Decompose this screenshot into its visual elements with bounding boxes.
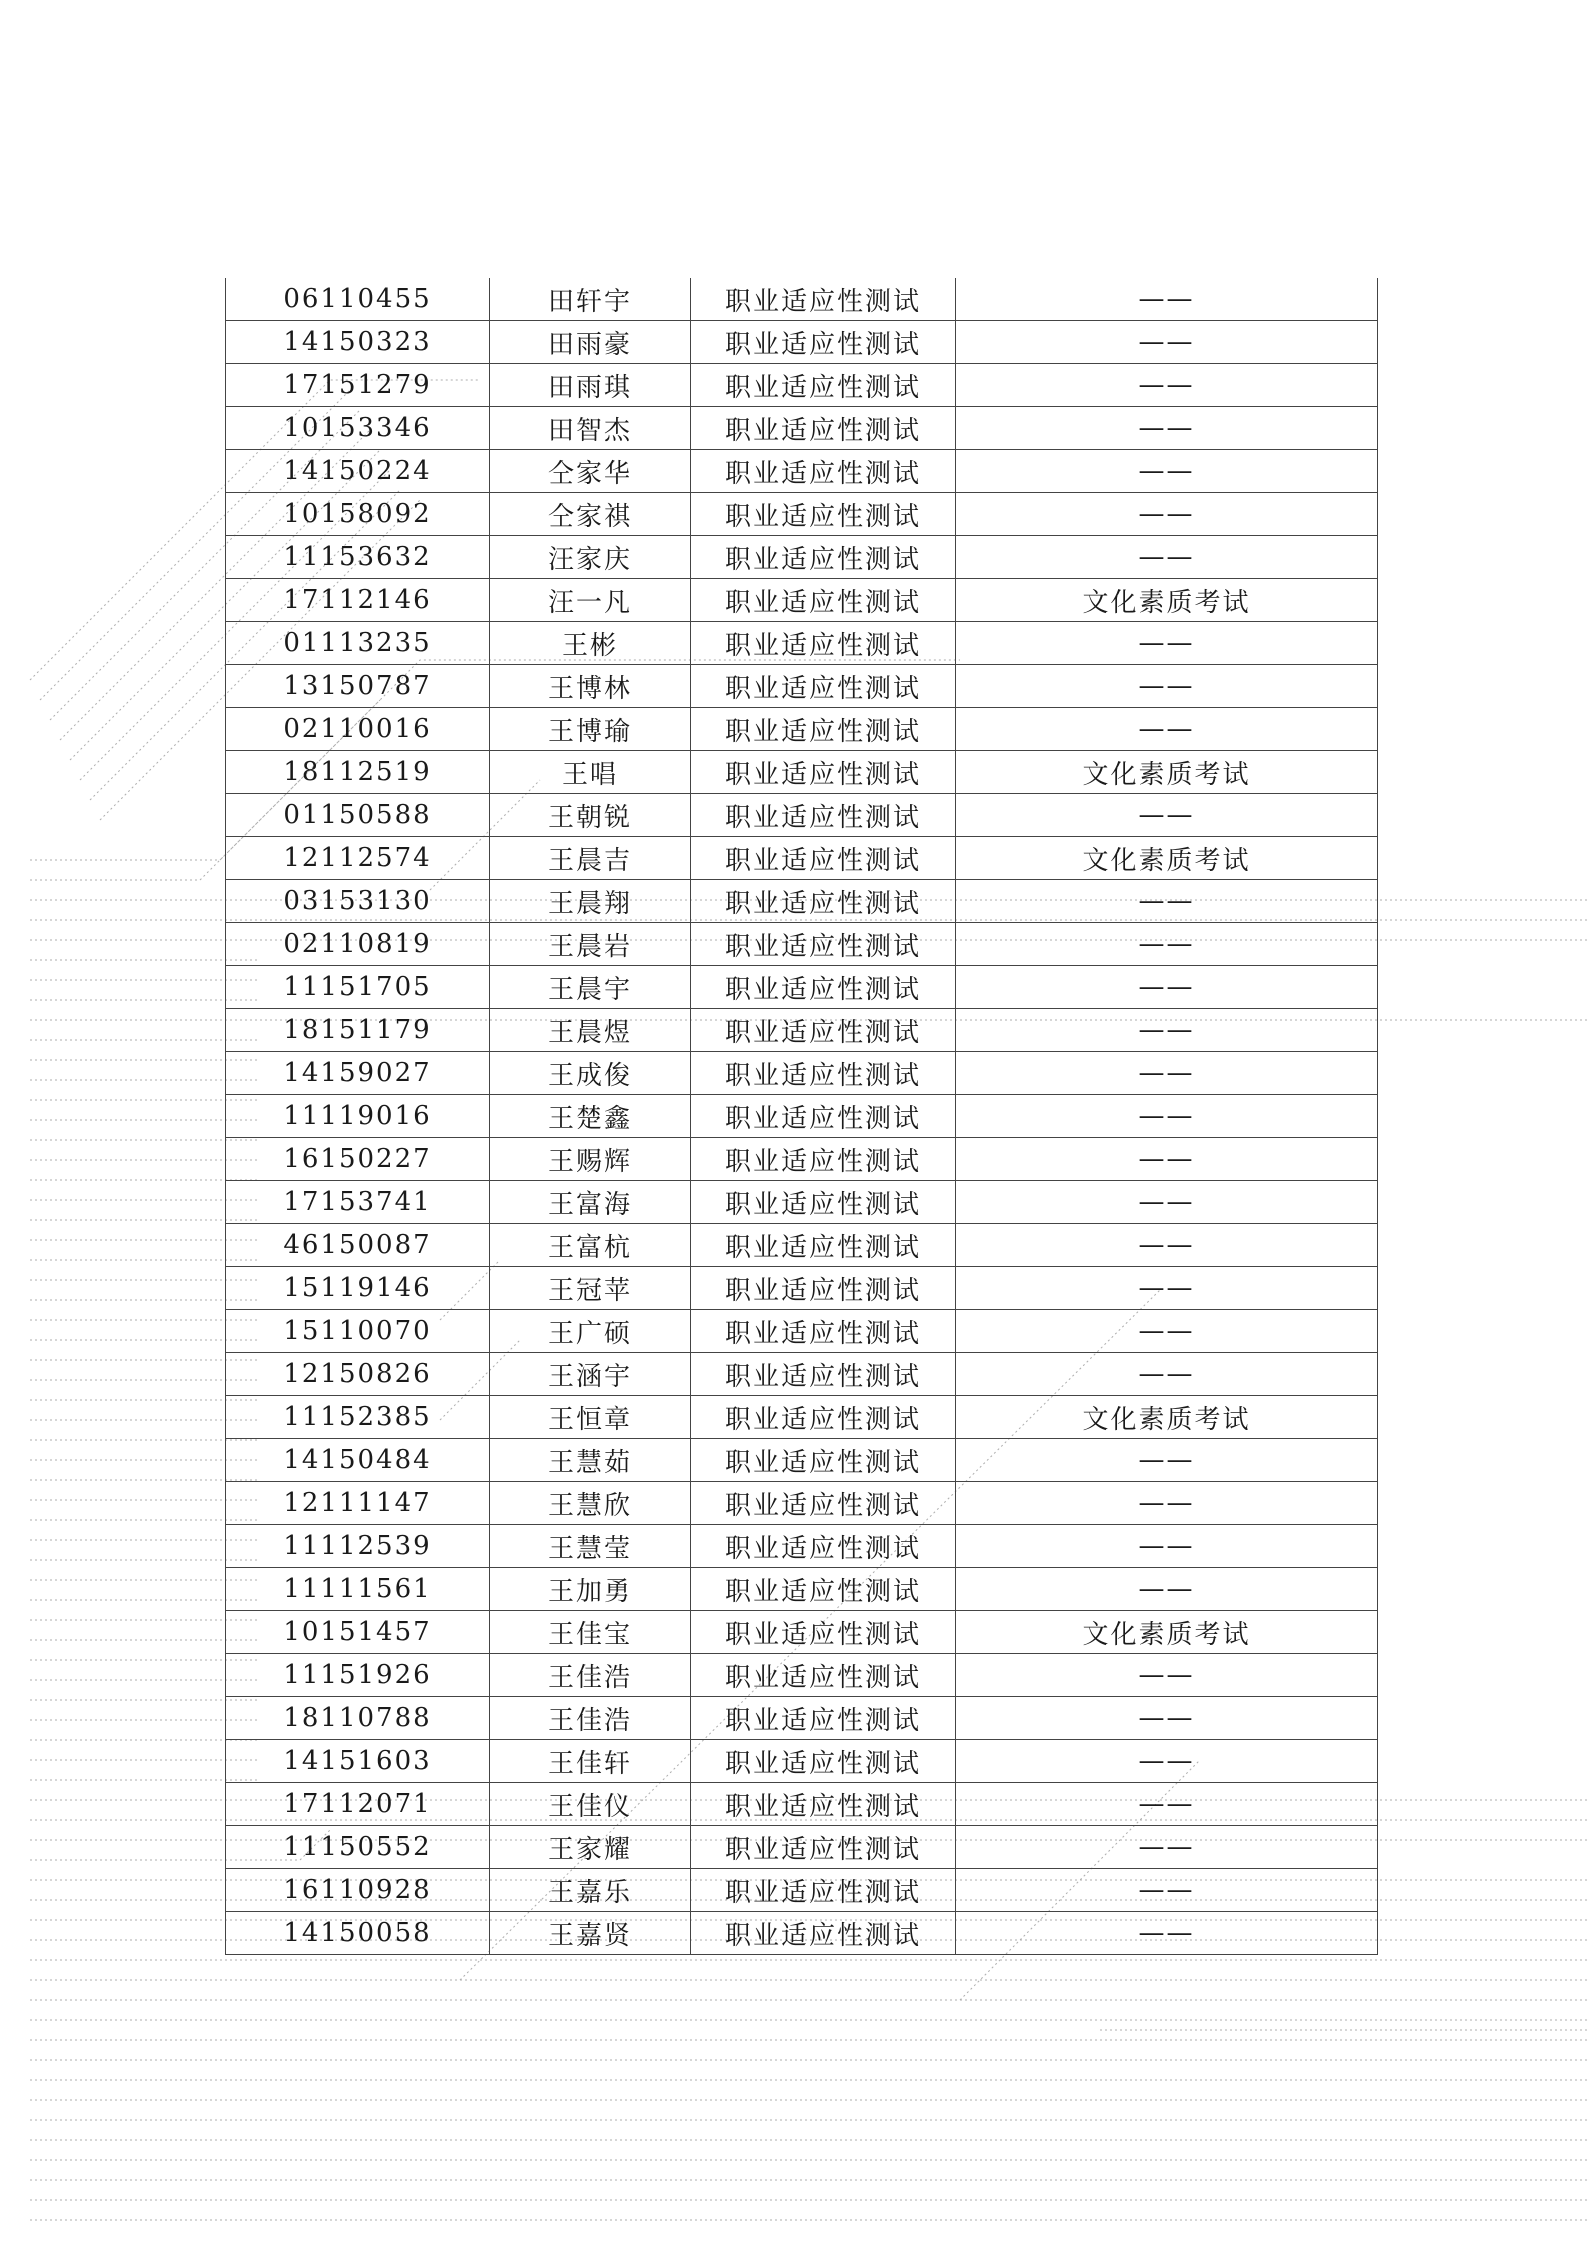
candidate-name-cell: 汪一凡 — [490, 579, 691, 622]
table-row — [226, 450, 1378, 493]
exam-type-cell: 职业适应性测试 — [691, 321, 956, 364]
candidate-id-cell: 17112146 — [226, 579, 490, 622]
exam-type-cell: 职业适应性测试 — [691, 880, 956, 923]
exam-type-cell: 职业适应性测试 — [691, 966, 956, 1009]
candidate-id-cell: 14151603 — [226, 1740, 490, 1783]
additional-exam-cell: —— — [956, 1353, 1378, 1396]
exam-type-cell: 职业适应性测试 — [691, 1052, 956, 1095]
candidate-id-cell: 06110455 — [226, 278, 490, 321]
candidate-id-cell: 02110819 — [226, 923, 490, 966]
table-row — [226, 1482, 1378, 1525]
additional-exam-cell: —— — [956, 1482, 1378, 1525]
additional-exam-cell: —— — [956, 1181, 1378, 1224]
additional-exam-cell: —— — [956, 364, 1378, 407]
exam-type-cell: 职业适应性测试 — [691, 1912, 956, 1955]
exam-type-cell: 职业适应性测试 — [691, 1353, 956, 1396]
additional-exam-cell: —— — [956, 1912, 1378, 1955]
exam-type-cell: 职业适应性测试 — [691, 1482, 956, 1525]
table-row — [226, 1138, 1378, 1181]
table-row — [226, 1568, 1378, 1611]
table-row — [226, 1783, 1378, 1826]
table-row — [226, 1267, 1378, 1310]
candidate-name-cell: 王唱 — [490, 751, 691, 794]
candidate-name-cell: 田轩宇 — [490, 278, 691, 321]
table-row — [226, 1353, 1378, 1396]
additional-exam-cell: —— — [956, 1267, 1378, 1310]
table-row — [226, 536, 1378, 579]
table-row — [226, 579, 1378, 622]
candidate-name-cell: 王富海 — [490, 1181, 691, 1224]
exam-type-cell: 职业适应性测试 — [691, 407, 956, 450]
candidate-name-cell: 王佳宝 — [490, 1611, 691, 1654]
candidate-name-cell: 王朝锐 — [490, 794, 691, 837]
table-row — [226, 1654, 1378, 1697]
table-row — [226, 751, 1378, 794]
candidate-id-cell: 18112519 — [226, 751, 490, 794]
exam-type-cell: 职业适应性测试 — [691, 837, 956, 880]
table-row — [226, 1052, 1378, 1095]
table-row — [226, 1525, 1378, 1568]
candidate-name-cell: 王嘉乐 — [490, 1869, 691, 1912]
candidate-id-cell: 03153130 — [226, 880, 490, 923]
additional-exam-cell: —— — [956, 536, 1378, 579]
candidate-name-cell: 王慧欣 — [490, 1482, 691, 1525]
candidate-name-cell: 王博瑜 — [490, 708, 691, 751]
candidate-name-cell: 汪家庆 — [490, 536, 691, 579]
candidate-id-cell: 11152385 — [226, 1396, 490, 1439]
candidate-id-cell: 02110016 — [226, 708, 490, 751]
exam-type-cell: 职业适应性测试 — [691, 1267, 956, 1310]
table-row — [226, 1310, 1378, 1353]
candidate-name-cell: 王恒章 — [490, 1396, 691, 1439]
additional-exam-cell: —— — [956, 1224, 1378, 1267]
table-row — [226, 1611, 1378, 1654]
exam-type-cell: 职业适应性测试 — [691, 1138, 956, 1181]
candidate-id-cell: 11111561 — [226, 1568, 490, 1611]
table-row — [226, 1224, 1378, 1267]
exam-type-cell: 职业适应性测试 — [691, 1697, 956, 1740]
additional-exam-cell: 文化素质考试 — [956, 1396, 1378, 1439]
candidate-id-cell: 11150552 — [226, 1826, 490, 1869]
candidate-name-cell: 王彬 — [490, 622, 691, 665]
additional-exam-cell: —— — [956, 1095, 1378, 1138]
candidate-id-cell: 18151179 — [226, 1009, 490, 1052]
exam-type-cell: 职业适应性测试 — [691, 1654, 956, 1697]
table-row — [226, 1439, 1378, 1482]
candidate-name-cell: 王佳浩 — [490, 1654, 691, 1697]
exam-type-cell: 职业适应性测试 — [691, 1310, 956, 1353]
exam-type-cell: 职业适应性测试 — [691, 794, 956, 837]
table-row — [226, 278, 1378, 321]
candidate-id-cell: 12150826 — [226, 1353, 490, 1396]
table-row — [226, 1396, 1378, 1439]
table-row — [226, 1095, 1378, 1138]
candidate-name-cell: 王加勇 — [490, 1568, 691, 1611]
exam-type-cell: 职业适应性测试 — [691, 1525, 956, 1568]
candidate-name-cell: 王晨煜 — [490, 1009, 691, 1052]
exam-type-cell: 职业适应性测试 — [691, 751, 956, 794]
exam-type-cell: 职业适应性测试 — [691, 364, 956, 407]
candidate-name-cell: 王佳仪 — [490, 1783, 691, 1826]
candidate-id-cell: 12111147 — [226, 1482, 490, 1525]
candidate-id-cell: 11151926 — [226, 1654, 490, 1697]
candidate-id-cell: 16150227 — [226, 1138, 490, 1181]
candidate-id-cell: 01150588 — [226, 794, 490, 837]
exam-type-cell: 职业适应性测试 — [691, 1439, 956, 1482]
additional-exam-cell: —— — [956, 665, 1378, 708]
candidate-name-cell: 王博林 — [490, 665, 691, 708]
table-row — [226, 665, 1378, 708]
additional-exam-cell: —— — [956, 278, 1378, 321]
candidate-id-cell: 10151457 — [226, 1611, 490, 1654]
candidate-name-cell: 王佳轩 — [490, 1740, 691, 1783]
additional-exam-cell: —— — [956, 1439, 1378, 1482]
candidate-name-cell: 王家耀 — [490, 1826, 691, 1869]
additional-exam-cell: —— — [956, 450, 1378, 493]
candidate-table-body — [226, 278, 1378, 1955]
exam-type-cell: 职业适应性测试 — [691, 1396, 956, 1439]
candidate-name-cell: 王晨岩 — [490, 923, 691, 966]
exam-type-cell: 职业适应性测试 — [691, 1826, 956, 1869]
candidate-name-cell: 田雨琪 — [490, 364, 691, 407]
exam-type-cell: 职业适应性测试 — [691, 1568, 956, 1611]
table-row — [226, 493, 1378, 536]
table-row — [226, 1912, 1378, 1955]
candidate-name-cell: 王广硕 — [490, 1310, 691, 1353]
candidate-id-cell: 17112071 — [226, 1783, 490, 1826]
additional-exam-cell: —— — [956, 1740, 1378, 1783]
candidate-name-cell: 王富杭 — [490, 1224, 691, 1267]
candidate-name-cell: 王慧茹 — [490, 1439, 691, 1482]
exam-type-cell: 职业适应性测试 — [691, 579, 956, 622]
additional-exam-cell: —— — [956, 321, 1378, 364]
candidate-id-cell: 14150484 — [226, 1439, 490, 1482]
exam-type-cell: 职业适应性测试 — [691, 1783, 956, 1826]
candidate-id-cell: 15119146 — [226, 1267, 490, 1310]
exam-type-cell: 职业适应性测试 — [691, 1181, 956, 1224]
candidate-id-cell: 46150087 — [226, 1224, 490, 1267]
candidate-id-cell: 13150787 — [226, 665, 490, 708]
exam-type-cell: 职业适应性测试 — [691, 493, 956, 536]
table-row — [226, 1181, 1378, 1224]
candidate-id-cell: 14150224 — [226, 450, 490, 493]
candidate-id-cell: 16110928 — [226, 1869, 490, 1912]
additional-exam-cell: —— — [956, 1138, 1378, 1181]
exam-type-cell: 职业适应性测试 — [691, 1740, 956, 1783]
table-row — [226, 407, 1378, 450]
exam-type-cell: 职业适应性测试 — [691, 622, 956, 665]
candidate-name-cell: 仝家华 — [490, 450, 691, 493]
candidate-name-cell: 王涵宇 — [490, 1353, 691, 1396]
table-row — [226, 708, 1378, 751]
candidate-id-cell: 11119016 — [226, 1095, 490, 1138]
additional-exam-cell: —— — [956, 1310, 1378, 1353]
additional-exam-cell: —— — [956, 1654, 1378, 1697]
candidate-id-cell: 11151705 — [226, 966, 490, 1009]
candidate-name-cell: 仝家祺 — [490, 493, 691, 536]
additional-exam-cell: 文化素质考试 — [956, 1611, 1378, 1654]
exam-type-cell: 职业适应性测试 — [691, 1224, 956, 1267]
table-row — [226, 794, 1378, 837]
additional-exam-cell: —— — [956, 1783, 1378, 1826]
candidate-name-cell: 王赐辉 — [490, 1138, 691, 1181]
additional-exam-cell: —— — [956, 794, 1378, 837]
table-row — [226, 1697, 1378, 1740]
exam-type-cell: 职业适应性测试 — [691, 665, 956, 708]
candidate-id-cell: 11153632 — [226, 536, 490, 579]
candidate-id-cell: 17153741 — [226, 1181, 490, 1224]
candidate-id-cell: 18110788 — [226, 1697, 490, 1740]
exam-type-cell: 职业适应性测试 — [691, 1869, 956, 1912]
exam-type-cell: 职业适应性测试 — [691, 278, 956, 321]
candidate-table — [225, 278, 1378, 1955]
table-row — [226, 1869, 1378, 1912]
additional-exam-cell: 文化素质考试 — [956, 751, 1378, 794]
candidate-id-cell: 14150323 — [226, 321, 490, 364]
additional-exam-cell: —— — [956, 708, 1378, 751]
additional-exam-cell: —— — [956, 1052, 1378, 1095]
additional-exam-cell: —— — [956, 622, 1378, 665]
additional-exam-cell: —— — [956, 1869, 1378, 1912]
candidate-id-cell: 01113235 — [226, 622, 490, 665]
exam-type-cell: 职业适应性测试 — [691, 708, 956, 751]
candidate-id-cell: 12112574 — [226, 837, 490, 880]
candidate-name-cell: 王楚鑫 — [490, 1095, 691, 1138]
table-row — [226, 364, 1378, 407]
exam-type-cell: 职业适应性测试 — [691, 923, 956, 966]
additional-exam-cell: —— — [956, 1826, 1378, 1869]
candidate-name-cell: 王晨吉 — [490, 837, 691, 880]
candidate-name-cell: 王晨翔 — [490, 880, 691, 923]
candidate-name-cell: 王嘉贤 — [490, 1912, 691, 1955]
candidate-name-cell: 田智杰 — [490, 407, 691, 450]
additional-exam-cell: —— — [956, 923, 1378, 966]
exam-type-cell: 职业适应性测试 — [691, 536, 956, 579]
candidate-id-cell: 14150058 — [226, 1912, 490, 1955]
candidate-name-cell: 王慧莹 — [490, 1525, 691, 1568]
candidate-name-cell: 王成俊 — [490, 1052, 691, 1095]
candidate-id-cell: 11112539 — [226, 1525, 490, 1568]
additional-exam-cell: —— — [956, 880, 1378, 923]
candidate-name-cell: 王冠苹 — [490, 1267, 691, 1310]
candidate-id-cell: 10153346 — [226, 407, 490, 450]
table-row — [226, 1826, 1378, 1869]
candidate-name-cell: 田雨豪 — [490, 321, 691, 364]
table-row — [226, 622, 1378, 665]
table-row — [226, 1740, 1378, 1783]
table-row — [226, 923, 1378, 966]
table-row — [226, 321, 1378, 364]
additional-exam-cell: —— — [956, 407, 1378, 450]
candidate-id-cell: 15110070 — [226, 1310, 490, 1353]
additional-exam-cell: —— — [956, 493, 1378, 536]
candidate-name-cell: 王晨宇 — [490, 966, 691, 1009]
exam-type-cell: 职业适应性测试 — [691, 450, 956, 493]
candidate-id-cell: 10158092 — [226, 493, 490, 536]
exam-type-cell: 职业适应性测试 — [691, 1009, 956, 1052]
additional-exam-cell: 文化素质考试 — [956, 837, 1378, 880]
additional-exam-cell: —— — [956, 1009, 1378, 1052]
table-row — [226, 880, 1378, 923]
additional-exam-cell: —— — [956, 1525, 1378, 1568]
additional-exam-cell: —— — [956, 1568, 1378, 1611]
table-row — [226, 1009, 1378, 1052]
additional-exam-cell: —— — [956, 1697, 1378, 1740]
candidate-name-cell: 王佳浩 — [490, 1697, 691, 1740]
candidate-id-cell: 14159027 — [226, 1052, 490, 1095]
exam-type-cell: 职业适应性测试 — [691, 1611, 956, 1654]
additional-exam-cell: —— — [956, 966, 1378, 1009]
table-row — [226, 966, 1378, 1009]
table-row — [226, 837, 1378, 880]
candidate-id-cell: 17151279 — [226, 364, 490, 407]
exam-type-cell: 职业适应性测试 — [691, 1095, 956, 1138]
additional-exam-cell: 文化素质考试 — [956, 579, 1378, 622]
